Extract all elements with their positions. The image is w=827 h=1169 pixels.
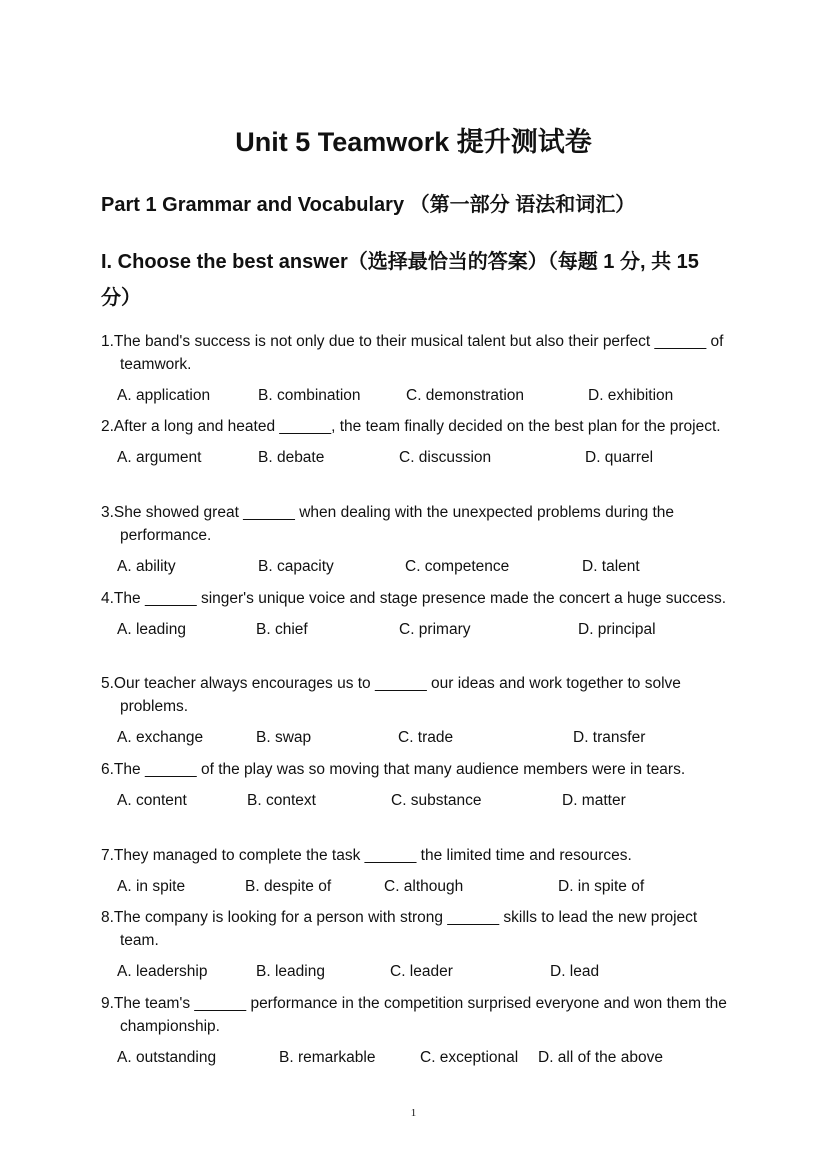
answer-options — [101, 1046, 731, 1069]
option-a: A. argument — [117, 449, 202, 466]
page-title: Unit 5 Teamwork 提升测试卷 — [235, 127, 592, 157]
answer-options — [101, 384, 731, 407]
option-b: B. swap — [256, 729, 312, 746]
option-d: D. lead — [550, 963, 600, 980]
option-b: B. leading — [256, 963, 325, 980]
question-stem: 5.Our teacher always encourages us to ______ our ideas and work together to solve problems. — [101, 675, 681, 715]
question-1 — [101, 330, 731, 407]
option-a: A. outstanding — [117, 1049, 217, 1066]
option-c: C. trade — [398, 729, 454, 746]
option-a: A. in spite — [117, 878, 186, 895]
option-b: B. chief — [256, 621, 308, 638]
part-heading: Part 1 Grammar and Vocabulary （第一部分 语法和词汇） — [101, 194, 636, 216]
option-c: C. although — [384, 878, 464, 895]
option-d: D. in spite of — [558, 878, 645, 895]
answer-options — [101, 726, 731, 749]
option-b: B. remarkable — [279, 1049, 376, 1066]
option-d: D. exhibition — [588, 387, 674, 404]
answer-options — [101, 789, 731, 812]
option-d: D. all of the above — [538, 1049, 663, 1066]
option-b: B. debate — [258, 449, 325, 466]
answer-options — [101, 875, 731, 898]
option-a: A. exchange — [117, 729, 204, 746]
question-stem: 8.The company is looking for a person with strong ______ skills to lead the new project team. — [101, 909, 698, 949]
option-c: C. leader — [390, 963, 453, 980]
question-8 — [101, 906, 731, 983]
question-9 — [101, 992, 731, 1069]
option-a: A. leading — [117, 621, 186, 638]
question-7 — [101, 844, 731, 898]
question-5 — [101, 672, 731, 749]
question-stem: 4.The ______ singer's unique voice and stage presence made the concert a huge success. — [101, 590, 727, 607]
question-6 — [101, 758, 731, 812]
question-stem: 3.She showed great ______ when dealing with the unexpected problems during the performance. — [101, 504, 675, 544]
answer-options — [101, 618, 731, 641]
question-3 — [101, 501, 731, 578]
option-b: B. despite of — [245, 878, 332, 895]
option-d: D. quarrel — [585, 449, 654, 466]
question-stem: 6.The ______ of the play was so moving that many audience members were in tears. — [101, 761, 686, 778]
option-a: A. leadership — [117, 963, 208, 980]
option-d: D. principal — [578, 621, 656, 638]
option-c: C. exceptional — [420, 1049, 519, 1066]
option-c: C. substance — [391, 792, 482, 809]
section-heading: I. Choose the best answer（选择最恰当的答案）（每题 1 分, 共 15 分） — [101, 251, 699, 309]
option-a: A. content — [117, 792, 187, 809]
question-4 — [101, 587, 731, 641]
question-stem: 7.They managed to complete the task ______ the limited time and resources. — [101, 847, 632, 864]
option-c: C. competence — [405, 558, 510, 575]
question-stem: 9.The team's ______ performance in the competition surprised everyone and won them the championship. — [101, 995, 727, 1035]
option-a: A. application — [117, 387, 211, 404]
answer-options — [101, 555, 731, 578]
option-b: B. context — [247, 792, 316, 809]
option-b: B. combination — [258, 387, 361, 404]
question-stem: 2.After a long and heated ______, the team finally decided on the best plan for the project. — [101, 418, 721, 435]
option-d: D. matter — [562, 792, 626, 809]
option-a: A. ability — [117, 558, 176, 575]
page-number: 1 — [410, 1107, 417, 1119]
answer-options — [101, 446, 731, 469]
option-c: C. primary — [399, 621, 471, 638]
option-b: B. capacity — [258, 558, 334, 575]
answer-options — [101, 960, 731, 983]
option-d: D. transfer — [573, 729, 646, 746]
option-c: C. demonstration — [406, 387, 525, 404]
question-2 — [101, 415, 731, 469]
option-d: D. talent — [582, 558, 640, 575]
question-stem: 1.The band's success is not only due to their musical talent but also their perfect ______ of teamwork. — [101, 333, 724, 373]
option-c: C. discussion — [399, 449, 492, 466]
